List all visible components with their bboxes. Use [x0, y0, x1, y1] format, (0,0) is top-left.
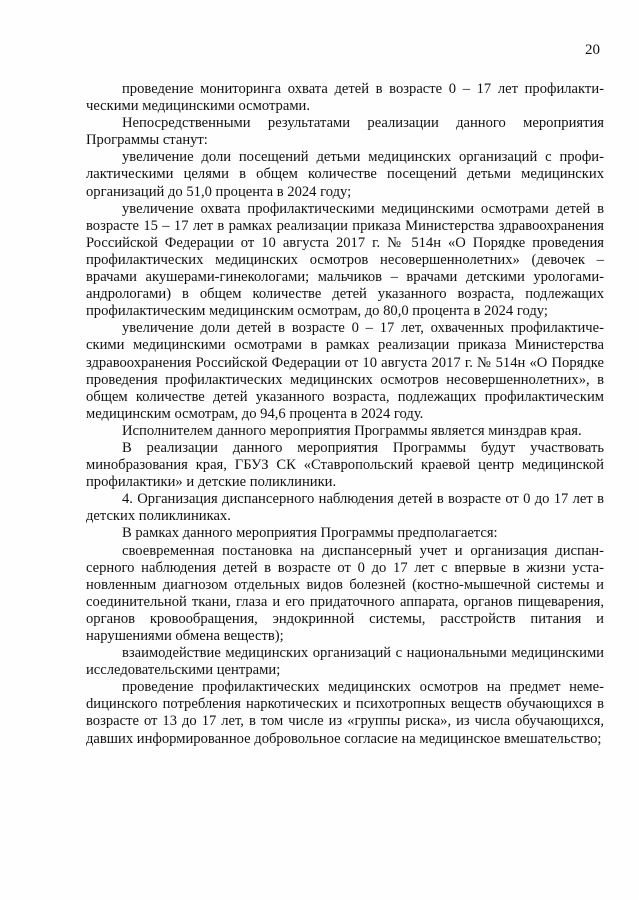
paragraph-executor: Исполнителем данного мероприятия Программы является минздрав края. [122, 422, 582, 439]
paragraph-drug-screening: проведение профилактических медицинских осмотров на предмет немеdицинского потребления наркотических и психотропных веществ обучающихся в возрасте от 13 до 17 лет, в том числе из «группы риска», из числа обучающихся, давших информированное добровольное согласие на медицинское вмешательство; [86, 679, 604, 747]
page-number: 20 [585, 42, 600, 58]
paragraph-participants: В реализации данного мероприятия Программы будут участвовать минобразования края, ГБУЗ СК «Ставропольский краевой центр медицинской профилактики» и детские поликлиники. [86, 439, 604, 491]
paragraph-dispensary-registration: своевременная постановка на диспансерный учет и организация диспансерного наблюдения детей в возрасте от 0 до 17 лет с впервые в жизни установленным диагнозом отдельных видов болезней (костно-мышечной системы и соединительной ткани, глаза и его придаточного аппарата, органов пищеварения, органов кровообращения, эндокринной системы, расстройств питания и нарушениями обмена веществ); [86, 542, 604, 644]
paragraph-section-4-heading: 4. Организация диспансерного наблюдения детей в возрасте от 0 до 17 лет в детских поликлиниках. [86, 491, 604, 525]
paragraph-coverage-0-17: увеличение доли детей в возрасте 0 – 17 лет, охваченных профилактическими медицинскими осмотрами в рамках реализации приказа Министерства здравоохранения Российской Федерации от 10 августа 2017 г. № 514н «О Порядке проведения профилактических медицинских осмотров несовершеннолетних», в общем количестве детей указанного возраста, подлежащих профилактическим медицинским осмотрам, до 94,6 процента в 2024 году. [86, 320, 604, 422]
paragraph-coverage-15-17: увеличение охвата профилактическими медицинскими осмотрами детей в возрасте 15 – 17 лет в рамках реализации приказа Министерства здравоохранения Российской Федерации от 10 августа 2017 г. № 514н «О Порядке проведения профилактических медицинских осмотров несовершеннолетних» (девочек – врачами акушерами-гинекологами; мальчиков – врачами детскими урологами-андрологами) в общем количестве детей указанного возраста, подлежащих профилактическим медицинским осмотрам, до 80,0 процента в 2024 году; [86, 200, 604, 320]
document-body [86, 81, 604, 748]
paragraph-visits-share: увеличение доли посещений детьми медицинских организаций с профилактическими целями в общем количестве посещений детьми медицинских организаций до 51,0 процента в 2024 году; [86, 149, 604, 200]
paragraph-research-centers: взаимодействие медицинских организаций с национальными медицинскими исследовательскими центрами; [86, 645, 604, 679]
paragraph-direct-results: Непосредственными результатами реализации данного мероприятия Программы станут: [86, 115, 604, 149]
paragraph-monitoring: проведение мониторинга охвата детей в возрасте 0 – 17 лет профилактическими медицинскими осмотрами. [86, 81, 604, 115]
paragraph-envisaged: В рамках данного мероприятия Программы предполагается: [122, 525, 498, 542]
